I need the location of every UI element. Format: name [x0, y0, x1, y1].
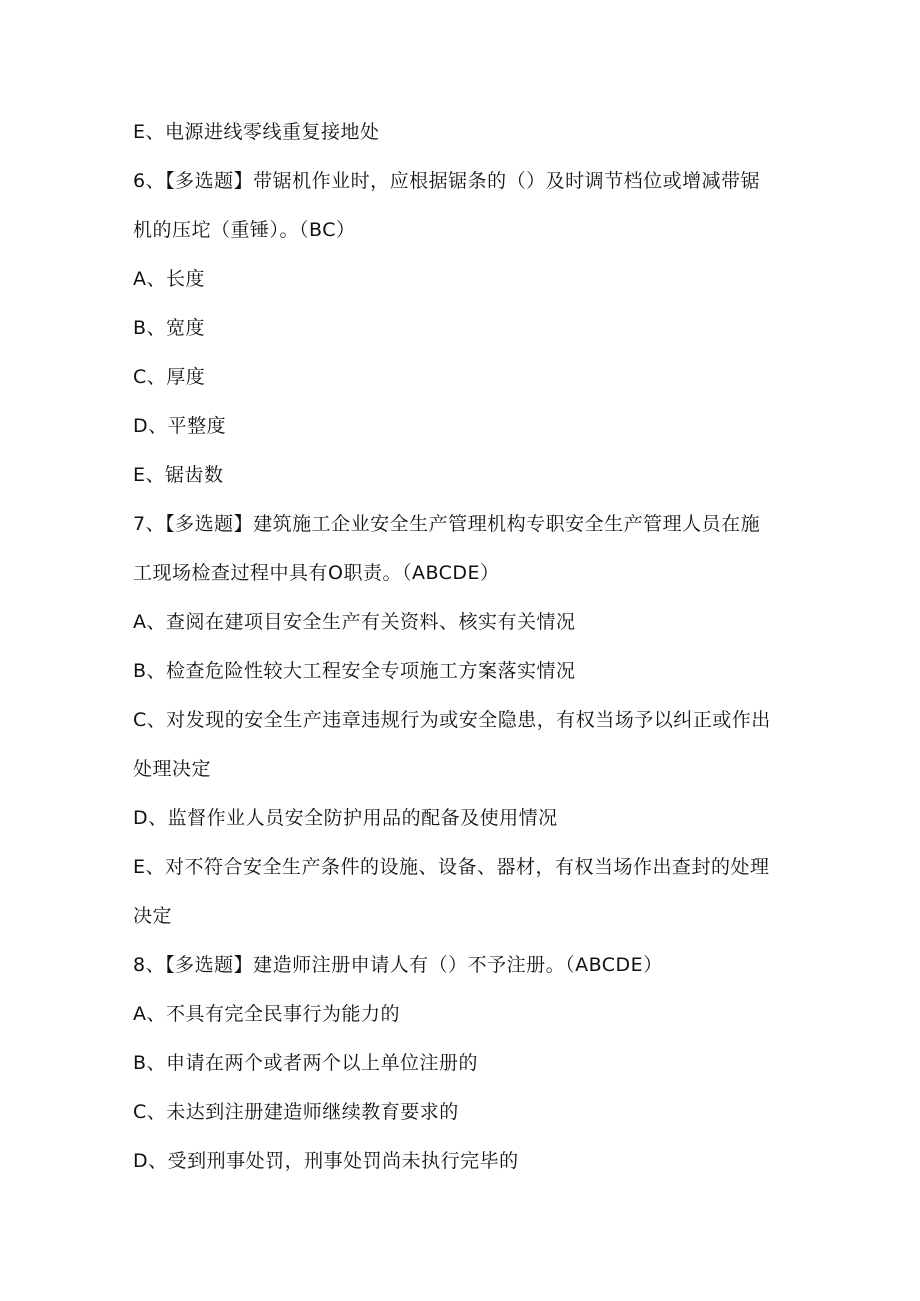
option-text: E、锯齿数 — [133, 464, 224, 486]
option-text: A、查阅在建项目安全生产有关资料、核实有关情况 — [133, 611, 576, 633]
option-text: E、电源进线零线重复接地处 — [133, 121, 380, 143]
option-text: D、平整度 — [133, 415, 227, 437]
option-text: B、检查危险性较大工程安全专项施工方案落实情况 — [133, 660, 576, 682]
option-text: D、受到刑事处罚，刑事处罚尚未执行完毕的 — [133, 1150, 519, 1172]
option-text: C、厚度 — [133, 366, 206, 388]
option-text: 处理决定 — [133, 758, 212, 780]
option-text: B、宽度 — [133, 317, 206, 339]
option-text: B、申请在两个或者两个以上单位注册的 — [133, 1052, 479, 1074]
option-text: 决定 — [133, 905, 173, 927]
document-page — [133, 108, 793, 1186]
option-text: D、监督作业人员安全防护用品的配备及使用情况 — [133, 807, 558, 829]
option-text: A、长度 — [133, 268, 205, 290]
question-text: 机的压坨（重锤）。（BC） — [133, 219, 356, 241]
option-text: C、未达到注册建造师继续教育要求的 — [133, 1101, 459, 1123]
question-text: 7、【多选题】建筑施工企业安全生产管理机构专职安全生产管理人员在施 — [133, 513, 761, 535]
question-text: 6、【多选题】带锯机作业时，应根据锯条的（）及时调节档位或增减带锯 — [133, 170, 761, 192]
option-text: C、对发现的安全生产违章违规行为或安全隐患，有权当场予以纠正或作出 — [133, 709, 771, 731]
option-text: E、对不符合安全生产条件的设施、设备、器材，有权当场作出查封的处理 — [133, 856, 770, 878]
option-text: A、不具有完全民事行为能力的 — [133, 1003, 400, 1025]
question-text: 工现场检查过程中具有O职责。（ABCDE） — [133, 562, 500, 584]
question-text: 8、【多选题】建造师注册申请人有（）不予注册。（ABCDE） — [133, 954, 663, 976]
